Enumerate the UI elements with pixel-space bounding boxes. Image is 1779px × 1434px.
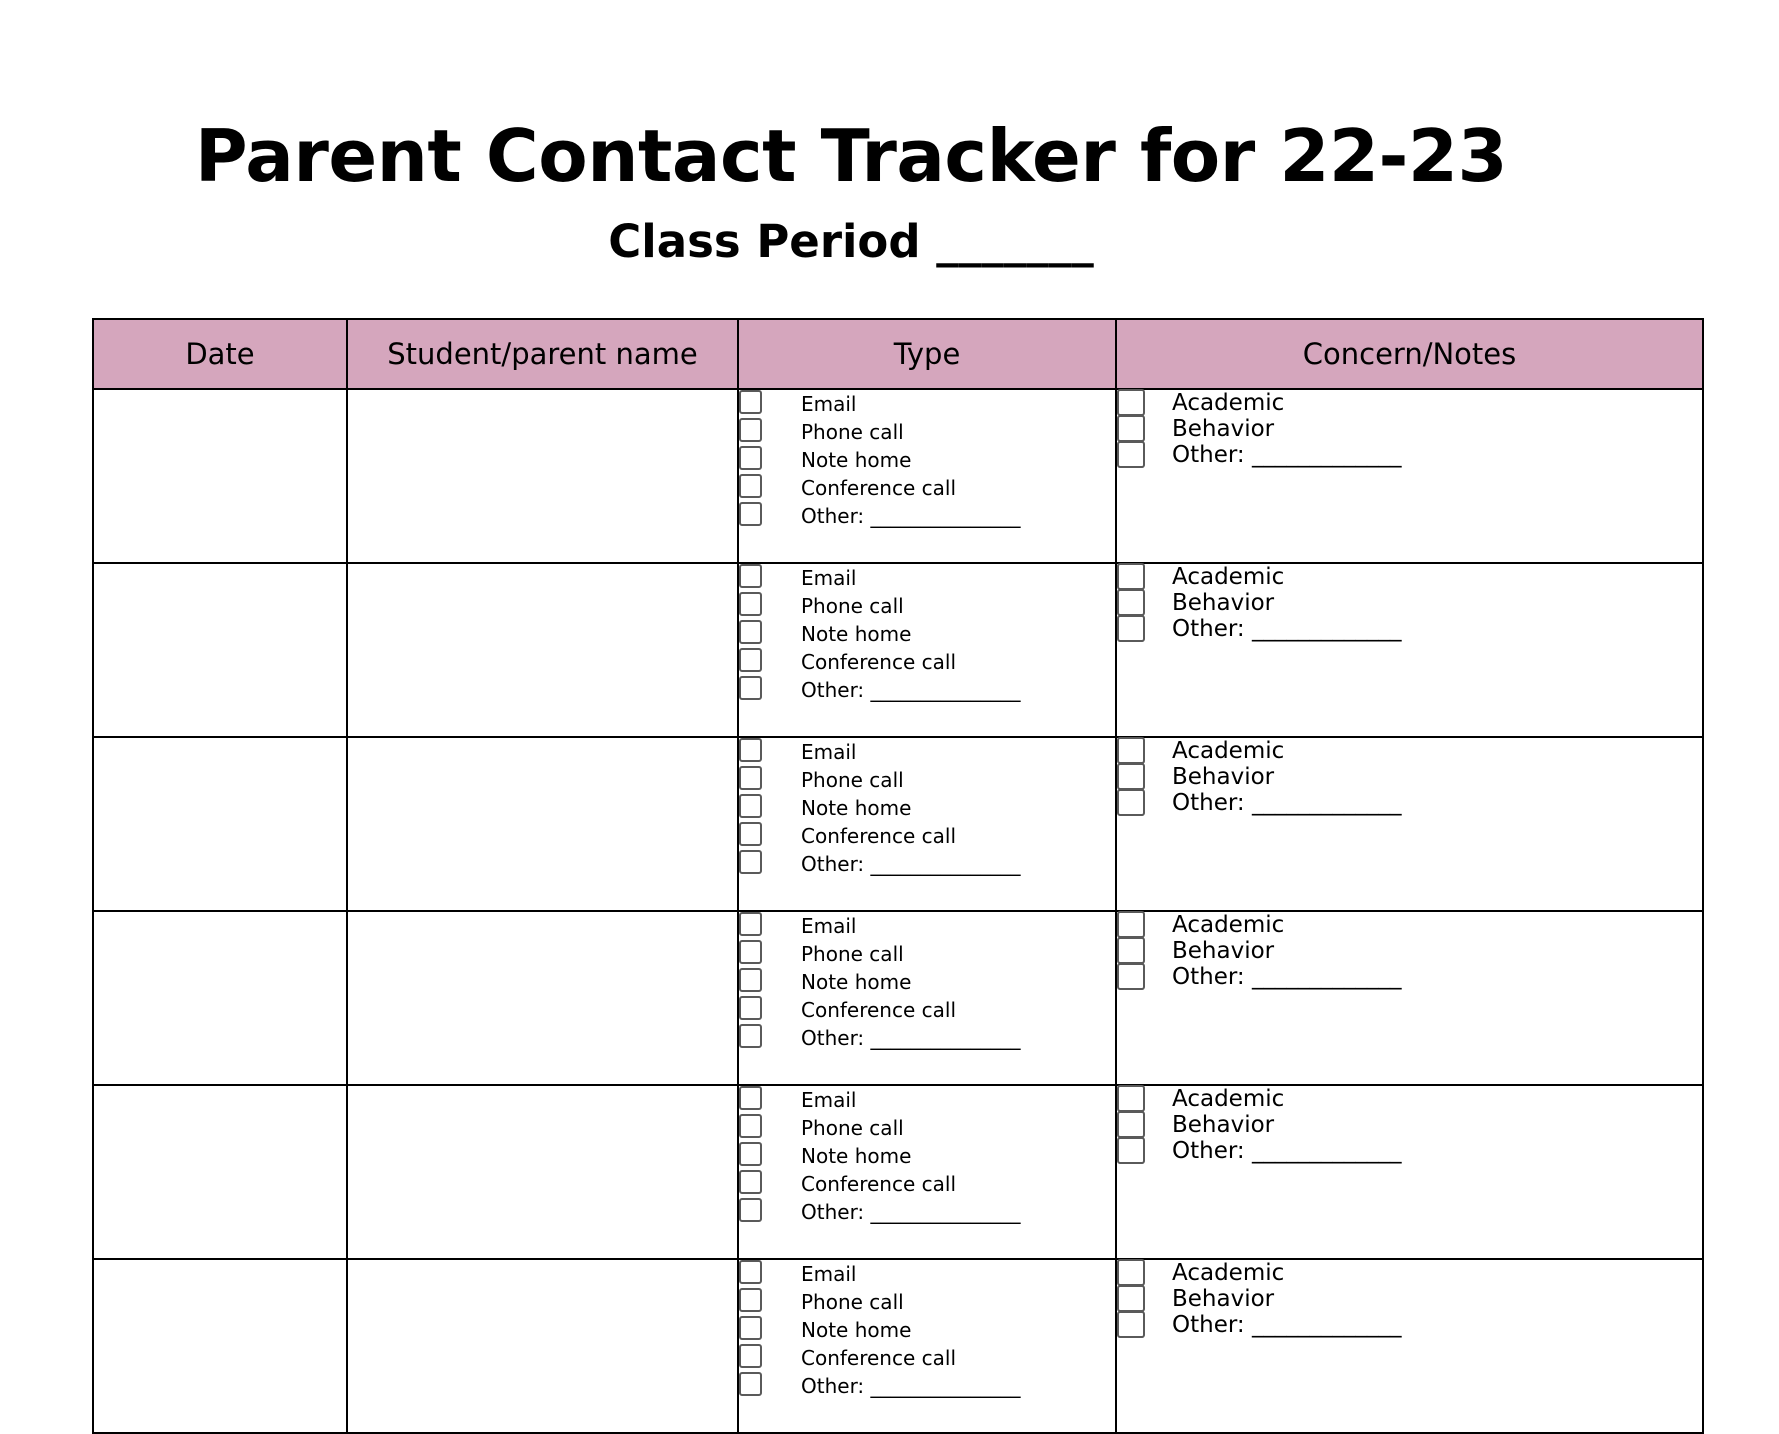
header-student-parent-name: Student/parent name [347,319,738,389]
table-row [93,911,1703,1085]
concern-option-behavior [1117,764,1702,790]
type-option-other [739,850,1115,878]
checkbox-other[interactable] [1117,1311,1145,1338]
checkbox-phone-call[interactable] [739,1114,762,1138]
checkbox-other[interactable] [1117,963,1145,990]
type-option-label: Email [801,740,857,764]
checkbox-phone-call[interactable] [739,766,762,790]
concern-option-label: Behavior [1172,1112,1275,1138]
concern-option-label: Other: _____________ [1172,1312,1402,1338]
type-option-conference-call [739,822,1115,850]
concern-option-label: Academic [1172,738,1285,764]
type-option-label: Conference call [801,1346,957,1370]
checkbox-conference-call[interactable] [739,996,762,1020]
checkbox-other[interactable] [1117,615,1145,642]
checkbox-email[interactable] [739,1086,762,1110]
type-option-label: Phone call [801,1116,904,1140]
concern-notes-cell [1116,389,1703,563]
student-parent-name-cell[interactable] [347,911,738,1085]
concern-notes-cell [1116,563,1703,737]
type-option-label: Conference call [801,998,957,1022]
type-option-label: Conference call [801,824,957,848]
type-option-phone-call [739,940,1115,968]
type-option-note-home [739,1316,1115,1344]
type-option-conference-call [739,1344,1115,1372]
concern-option-label: Academic [1172,1260,1285,1286]
concern-option-label: Academic [1172,1086,1285,1112]
concern-option-behavior [1117,1112,1702,1138]
type-option-label: Other: _______________ [801,1200,1021,1224]
student-parent-name-cell[interactable] [347,389,738,563]
type-cell [738,563,1116,737]
concern-notes-cell [1116,1259,1703,1433]
concern-option-label: Behavior [1172,1286,1275,1312]
type-option-label: Note home [801,448,912,472]
concern-notes-cell [1116,1085,1703,1259]
concern-option-label: Behavior [1172,938,1275,964]
concern-option-academic [1117,738,1702,764]
checkbox-conference-call[interactable] [739,474,762,498]
checkbox-note-home[interactable] [739,620,762,644]
checkbox-other[interactable] [739,850,762,874]
table-row [93,737,1703,911]
checkbox-academic[interactable] [1117,563,1145,590]
concern-notes-cell [1116,737,1703,911]
table-row [93,1259,1703,1433]
student-parent-name-cell[interactable] [347,1259,738,1433]
checkbox-other[interactable] [739,676,762,700]
type-option-label: Email [801,1262,857,1286]
type-option-conference-call [739,1170,1115,1198]
type-cell [738,1259,1116,1433]
student-parent-name-cell[interactable] [347,563,738,737]
checkbox-note-home[interactable] [739,968,762,992]
concern-option-label: Other: _____________ [1172,790,1402,816]
type-option-phone-call [739,592,1115,620]
checkbox-behavior[interactable] [1117,937,1145,964]
header-concern-notes: Concern/Notes [1116,319,1703,389]
type-cell [738,1085,1116,1259]
concern-option-other [1117,442,1702,468]
checkbox-email[interactable] [739,390,762,414]
type-option-phone-call [739,1114,1115,1142]
checkbox-note-home[interactable] [739,1316,762,1340]
type-cell [738,737,1116,911]
type-option-phone-call [739,1288,1115,1316]
date-cell[interactable] [93,911,347,1085]
type-option-conference-call [739,648,1115,676]
checkbox-email[interactable] [739,564,762,588]
concern-option-behavior [1117,416,1702,442]
table-header-row [93,319,1703,389]
type-option-note-home [739,1142,1115,1170]
type-option-phone-call [739,418,1115,446]
student-parent-name-cell[interactable] [347,737,738,911]
checkbox-phone-call[interactable] [739,1288,762,1312]
checkbox-conference-call[interactable] [739,822,762,846]
concern-option-behavior [1117,1286,1702,1312]
checkbox-conference-call[interactable] [739,648,762,672]
concern-option-academic [1117,564,1702,590]
checkbox-behavior[interactable] [1117,589,1145,616]
type-option-label: Phone call [801,942,904,966]
type-option-label: Note home [801,1318,912,1342]
concern-option-other [1117,964,1702,990]
type-option-email [739,738,1115,766]
type-option-conference-call [739,996,1115,1024]
type-option-phone-call [739,766,1115,794]
checkbox-academic[interactable] [1117,737,1145,764]
header-date: Date [93,319,347,389]
type-option-label: Other: _______________ [801,852,1021,876]
concern-option-academic [1117,1086,1702,1112]
checkbox-phone-call[interactable] [739,418,762,442]
concern-option-label: Academic [1172,912,1285,938]
type-option-label: Note home [801,622,912,646]
type-option-label: Other: _______________ [801,1374,1021,1398]
concern-option-behavior [1117,590,1702,616]
date-cell[interactable] [93,389,347,563]
type-option-other [739,502,1115,530]
type-option-label: Phone call [801,420,904,444]
type-option-label: Other: _______________ [801,504,1021,528]
checkbox-behavior[interactable] [1117,1111,1145,1138]
concern-option-other [1117,1312,1702,1338]
checkbox-phone-call[interactable] [739,940,762,964]
type-option-label: Other: _______________ [801,678,1021,702]
type-option-label: Note home [801,970,912,994]
type-option-note-home [739,446,1115,474]
concern-option-label: Other: _____________ [1172,616,1402,642]
table-row [93,389,1703,563]
checkbox-email[interactable] [739,912,762,936]
concern-option-label: Other: _____________ [1172,1138,1402,1164]
checkbox-conference-call[interactable] [739,1344,762,1368]
type-option-other [739,676,1115,704]
checkbox-other[interactable] [739,1198,762,1222]
checkbox-other[interactable] [1117,1137,1145,1164]
type-option-label: Phone call [801,1290,904,1314]
concern-option-other [1117,790,1702,816]
concern-option-other [1117,616,1702,642]
checkbox-other[interactable] [1117,789,1145,816]
concern-option-label: Other: _____________ [1172,964,1402,990]
checkbox-academic[interactable] [1117,389,1145,416]
checkbox-conference-call[interactable] [739,1170,762,1194]
checkbox-note-home[interactable] [739,1142,762,1166]
date-cell[interactable] [93,737,347,911]
concern-option-other [1117,1138,1702,1164]
type-cell [738,911,1116,1085]
checkbox-academic[interactable] [1117,1085,1145,1112]
header-type: Type [738,319,1116,389]
type-option-note-home [739,968,1115,996]
type-option-note-home [739,620,1115,648]
checkbox-other[interactable] [739,502,762,526]
type-option-label: Conference call [801,650,957,674]
checkbox-behavior[interactable] [1117,1285,1145,1312]
checkbox-email[interactable] [739,1260,762,1284]
type-option-email [739,1086,1115,1114]
date-cell[interactable] [93,1085,347,1259]
checkbox-academic[interactable] [1117,911,1145,938]
table-row [93,1085,1703,1259]
concern-option-academic [1117,912,1702,938]
concern-option-label: Behavior [1172,416,1275,442]
type-option-label: Note home [801,796,912,820]
type-option-label: Phone call [801,594,904,618]
date-cell[interactable] [93,563,347,737]
type-option-conference-call [739,474,1115,502]
type-option-label: Conference call [801,1172,957,1196]
concern-option-behavior [1117,938,1702,964]
checkbox-note-home[interactable] [739,794,762,818]
type-option-email [739,390,1115,418]
checkbox-email[interactable] [739,738,762,762]
date-cell[interactable] [93,1259,347,1433]
concern-option-label: Academic [1172,564,1285,590]
type-option-email [739,1260,1115,1288]
type-option-label: Email [801,566,857,590]
type-option-other [739,1024,1115,1052]
type-option-other [739,1372,1115,1400]
checkbox-other[interactable] [1117,441,1145,468]
concern-option-label: Behavior [1172,590,1275,616]
type-option-label: Phone call [801,768,904,792]
concern-notes-cell [1116,911,1703,1085]
checkbox-other[interactable] [739,1372,762,1396]
checkbox-phone-call[interactable] [739,592,762,616]
class-period-label: Class Period _______ [608,215,1094,268]
type-option-other [739,1198,1115,1226]
type-cell [738,389,1116,563]
checkbox-other[interactable] [739,1024,762,1048]
page-title: Parent Contact Tracker for 22-23 [194,114,1508,198]
type-option-label: Email [801,914,857,938]
checkbox-behavior[interactable] [1117,415,1145,442]
concern-option-label: Behavior [1172,764,1275,790]
concern-option-academic [1117,1260,1702,1286]
contact-tracker-table [92,318,1704,1434]
concern-option-academic [1117,390,1702,416]
type-option-label: Email [801,1088,857,1112]
student-parent-name-cell[interactable] [347,1085,738,1259]
concern-option-label: Other: _____________ [1172,442,1402,468]
checkbox-note-home[interactable] [739,446,762,470]
type-option-label: Conference call [801,476,957,500]
table-row [93,563,1703,737]
type-option-email [739,912,1115,940]
concern-option-label: Academic [1172,390,1285,416]
type-option-label: Note home [801,1144,912,1168]
type-option-label: Email [801,392,857,416]
type-option-label: Other: _______________ [801,1026,1021,1050]
type-option-note-home [739,794,1115,822]
type-option-email [739,564,1115,592]
checkbox-behavior[interactable] [1117,763,1145,790]
checkbox-academic[interactable] [1117,1259,1145,1286]
